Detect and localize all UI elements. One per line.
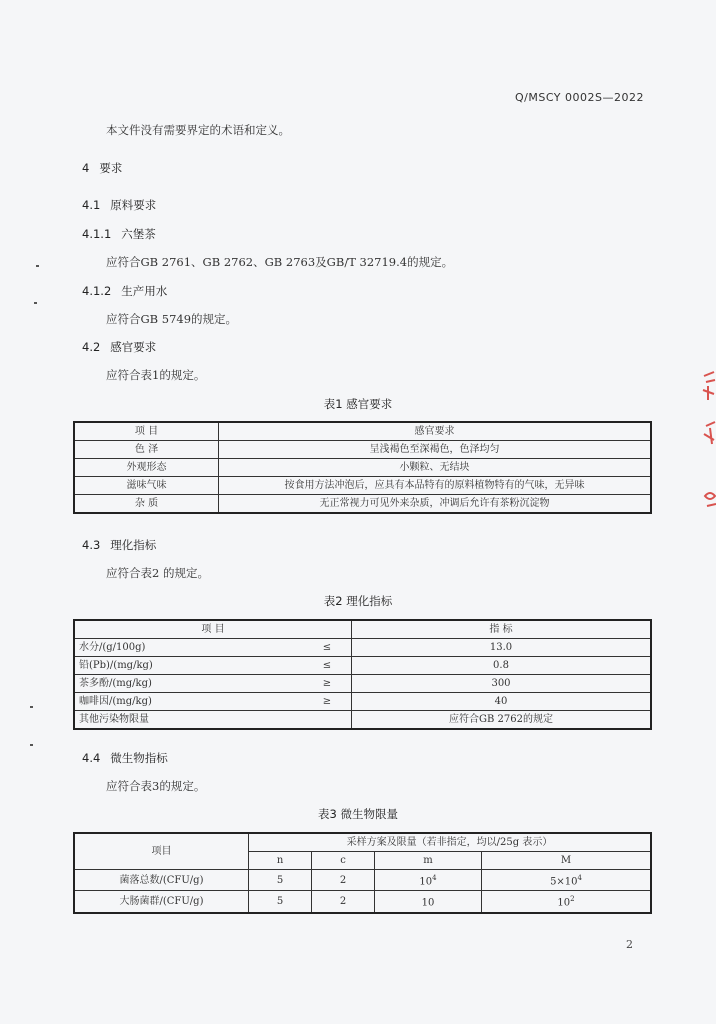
scan-speck (36, 265, 39, 267)
subheader-m: m (374, 852, 481, 870)
heading-title: 要求 (99, 161, 123, 175)
m-cell (374, 870, 481, 891)
intro-paragraph: 本文件没有需要界定的术语和定义。 (106, 123, 290, 137)
microbial-table (73, 832, 652, 914)
heading-number: 4.1 (82, 198, 101, 212)
heading-number: 4.3 (82, 538, 101, 552)
paragraph-4-2: 应符合表1的规定。 (106, 368, 206, 382)
heading-title: 理化指标 (110, 538, 157, 552)
item-cell: 其他污染物限量 (74, 711, 303, 730)
value-cell: 小颗粒、无结块 (219, 459, 652, 477)
table-row (74, 657, 651, 675)
m-cell (374, 891, 481, 913)
comparison-cell: ≤ (303, 657, 352, 675)
heading-number: 4.4 (82, 751, 101, 765)
heading-title: 生产用水 (121, 284, 168, 298)
item-cell: 菌落总数/(CFU/g) (74, 870, 249, 891)
item-cell: 茶多酚/(mg/kg) (74, 675, 303, 693)
item-cell: 大肠菌群/(CFU/g) (74, 891, 249, 913)
page-number: 2 (626, 938, 633, 951)
heading-4-2 (82, 339, 156, 355)
heading-number: 4.2 (82, 340, 101, 354)
M-base: 5×10 (550, 876, 578, 888)
header-cell: 感官要求 (219, 422, 652, 441)
item-cell: 色 泽 (74, 441, 219, 459)
header-cell: 项 目 (74, 620, 352, 639)
n-cell: 5 (249, 870, 312, 891)
c-cell: 2 (312, 891, 375, 913)
subheader-n: n (249, 852, 312, 870)
m-base: 10 (419, 876, 433, 888)
header-cell: 项 目 (74, 422, 219, 441)
heading-title: 六堡茶 (121, 227, 156, 241)
subheader-M: M (482, 852, 651, 870)
M-exponent: 4 (577, 874, 582, 882)
M-cell (482, 870, 651, 891)
comparison-cell (303, 711, 352, 730)
table2-caption: 表2 理化指标 (323, 594, 393, 608)
physicochemical-table (73, 619, 652, 730)
table-header-row (74, 422, 651, 441)
M-exponent: 2 (570, 895, 575, 904)
value-cell: 13.0 (352, 639, 652, 657)
table-row (74, 495, 651, 514)
table-row (74, 693, 651, 711)
seal-stamp-fragment (700, 368, 716, 516)
item-header-cell: 项目 (74, 833, 249, 870)
item-cell: 杂 质 (74, 495, 219, 514)
table-header-row (74, 620, 651, 639)
plan-header-cell: 采样方案及限量（若非指定，均以/25g 表示） (249, 833, 652, 852)
heading-4 (82, 160, 122, 176)
heading-number: 4.1.2 (82, 284, 112, 298)
heading-4-3 (82, 537, 156, 553)
item-cell: 滋味气味 (74, 477, 219, 495)
heading-title: 原料要求 (110, 198, 157, 212)
item-cell: 外观形态 (74, 459, 219, 477)
value-cell: 呈浅褐色至深褐色，色泽均匀 (219, 441, 652, 459)
item-cell: 水分/(g/100g) (74, 639, 303, 657)
table-row (74, 459, 651, 477)
paragraph-4-3: 应符合表2 的规定。 (106, 566, 209, 580)
c-cell: 2 (312, 870, 375, 891)
item-cell: 铅(Pb)/(mg/kg) (74, 657, 303, 675)
table-row (74, 441, 651, 459)
table-row (74, 639, 651, 657)
heading-number: 4.1.1 (82, 227, 112, 241)
paragraph-4-1-1: 应符合GB 2761、GB 2762、GB 2763及GB/T 32719.4的规定。 (106, 255, 454, 269)
heading-4-1-1 (82, 226, 156, 242)
m-base: 10 (421, 897, 435, 909)
value-cell: 300 (352, 675, 652, 693)
heading-4-4 (82, 750, 168, 766)
heading-title: 感官要求 (110, 340, 157, 354)
item-cell: 咖啡因/(mg/kg) (74, 693, 303, 711)
table-row (74, 711, 651, 730)
table-row (74, 870, 651, 891)
value-cell: 应符合GB 2762的规定 (352, 711, 652, 730)
value-cell: 40 (352, 693, 652, 711)
heading-4-1-2 (82, 283, 167, 299)
M-base: 10 (557, 897, 571, 909)
comparison-cell: ≥ (303, 675, 352, 693)
table1-caption: 表1 感官要求 (323, 397, 393, 411)
m-exponent: 4 (432, 874, 437, 882)
paragraph-4-1-2: 应符合GB 5749的规定。 (106, 312, 238, 326)
comparison-cell: ≤ (303, 639, 352, 657)
table-row (74, 891, 651, 913)
document-code: Q/MSCY 0002S—2022 (514, 91, 644, 104)
table-header-row (74, 833, 651, 852)
comparison-cell: ≥ (303, 693, 352, 711)
value-cell: 无正常视力可见外来杂质，冲调后允许有茶粉沉淀物 (219, 495, 652, 514)
heading-number: 4 (82, 161, 90, 175)
paragraph-4-4: 应符合表3的规定。 (106, 779, 206, 793)
scan-speck (30, 706, 33, 708)
scan-speck (30, 744, 33, 746)
n-cell: 5 (249, 891, 312, 913)
value-cell: 按食用方法冲泡后，应具有本品特有的原料植物特有的气味，无异味 (219, 477, 652, 495)
sensory-table (73, 421, 652, 514)
table-row (74, 675, 651, 693)
M-cell (482, 891, 651, 913)
scan-speck (34, 302, 37, 304)
heading-4-1 (82, 197, 156, 213)
subheader-c: c (312, 852, 375, 870)
table3-caption: 表3 微生物限量 (318, 807, 398, 821)
header-cell: 指 标 (352, 620, 652, 639)
value-cell: 0.8 (352, 657, 652, 675)
table-row (74, 477, 651, 495)
heading-title: 微生物指标 (110, 751, 168, 765)
